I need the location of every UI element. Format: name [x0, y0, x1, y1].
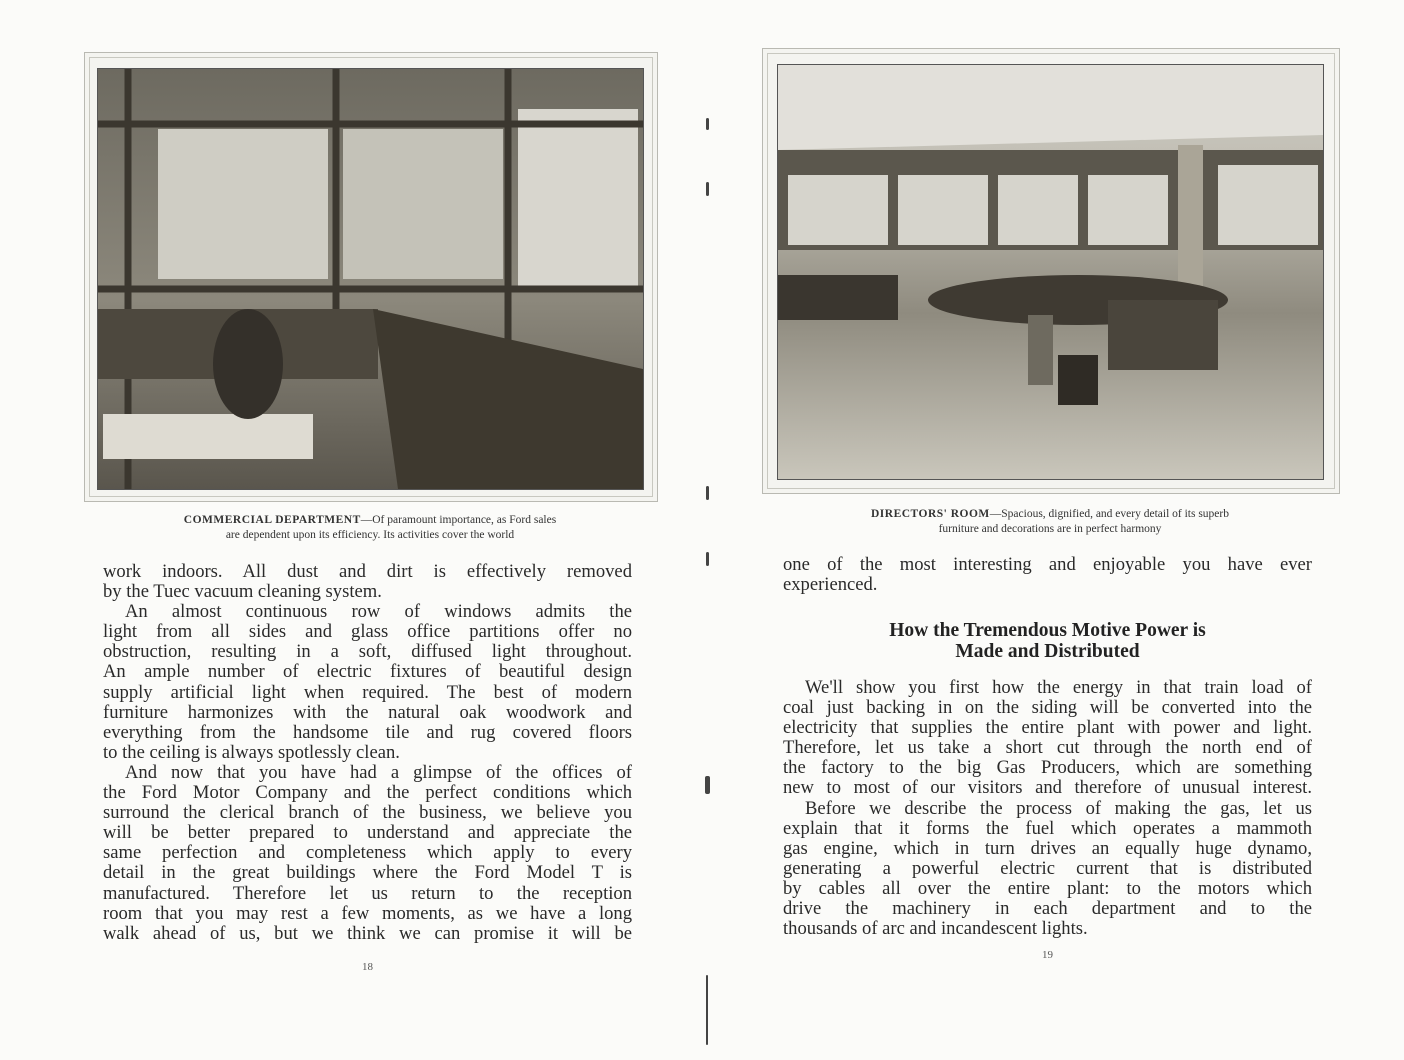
text-line: coal just backing in on the siding will be converted into the	[783, 697, 1312, 719]
text-line: by the Tuec vacuum cleaning system.	[103, 581, 382, 603]
photo-commercial-department	[97, 68, 644, 490]
text-line: thousands of arc and incandescent lights.	[783, 918, 1088, 940]
right-page-body	[783, 678, 1312, 939]
text-line: experienced.	[783, 574, 878, 596]
photo-caption-directors: DIRECTORS' ROOM—Spacious, dignified, and every detail of its superb furniture and decorations are in perfect harmony	[870, 508, 1229, 535]
gutter-mark	[706, 552, 709, 566]
photo-caption-commercial: COMMERCIAL DEPARTMENT—Of paramount importance, as Ford sales are dependent upon its efficiency. Its activities cover the world	[183, 514, 557, 541]
text-line: And now that you have had a glimpse of the offices of	[125, 761, 632, 783]
gutter-mark	[706, 486, 709, 500]
left-page-body	[103, 562, 632, 944]
page-number-left: 18	[362, 961, 373, 973]
text-line: explain that it forms the fuel which operates a mammoth	[783, 817, 1312, 839]
photo-directors-room	[777, 64, 1324, 480]
text-line: An ample number of electric fixtures of beautiful design	[103, 661, 632, 683]
gutter-mark	[706, 182, 709, 196]
text-line: surround the clerical branch of the business, we believe you	[103, 802, 632, 824]
gutter-mark	[705, 776, 710, 794]
text-line: Therefore, let us take a short cut through the north end of	[783, 737, 1312, 759]
text-line: by cables all over the entire plant: to the motors which	[783, 877, 1312, 899]
text-line: light from all sides and glass office partitions offer no	[103, 621, 632, 643]
right-page-intro	[783, 555, 1312, 595]
text-line: will be better prepared to understand and appreciate the	[103, 822, 632, 844]
text-line: drive the machinery in each department and to the	[783, 898, 1312, 920]
text-line: Before we describe the process of making the gas, let us	[805, 797, 1312, 819]
text-line: gas engine, which in turn drives an equally huge dynamo,	[783, 837, 1312, 859]
text-line: electricity that supplies the entire plant with power and light.	[783, 717, 1312, 739]
text-line: We'll show you first how the energy in that train load of	[805, 677, 1312, 698]
text-line: detail in the great buildings where the Ford Model T is	[103, 862, 632, 884]
text-line: the factory to the big Gas Producers, which are something	[783, 757, 1312, 779]
text-line: walk ahead of us, but we think we can promise it will be	[103, 922, 632, 944]
text-line: one of the most interesting and enjoyable you have ever	[783, 554, 1312, 575]
text-line: to the ceiling is always spotlessly clean.	[103, 741, 400, 763]
gutter-mark	[706, 975, 708, 1045]
text-line: everything from the handsome tile and rug covered floors	[103, 721, 632, 743]
text-line: obstruction, resulting in a soft, diffused light throughout.	[103, 641, 632, 663]
text-line: new to most of our visitors and therefore of unusual interest.	[783, 777, 1312, 799]
text-line: generating a powerful electric current that is distributed	[783, 857, 1312, 879]
text-line: furniture harmonizes with the natural oak woodwork and	[103, 701, 632, 723]
text-line: An almost continuous row of windows admits the	[125, 601, 632, 623]
text-line: work indoors. All dust and dirt is effectively removed	[103, 561, 632, 582]
text-line: supply artificial light when required. The best of modern	[103, 681, 632, 703]
text-line: manufactured. Therefore let us return to the reception	[103, 882, 632, 904]
gutter-mark	[706, 118, 709, 130]
section-heading: How the Tremendous Motive Power is Made and Distributed	[889, 620, 1206, 662]
text-line: room that you may rest a few moments, as we have a long	[103, 902, 632, 924]
text-line: the Ford Motor Company and the perfect conditions which	[103, 782, 632, 804]
text-line: same perfection and completeness which apply to every	[103, 842, 632, 864]
page-number-right: 19	[1042, 949, 1053, 961]
